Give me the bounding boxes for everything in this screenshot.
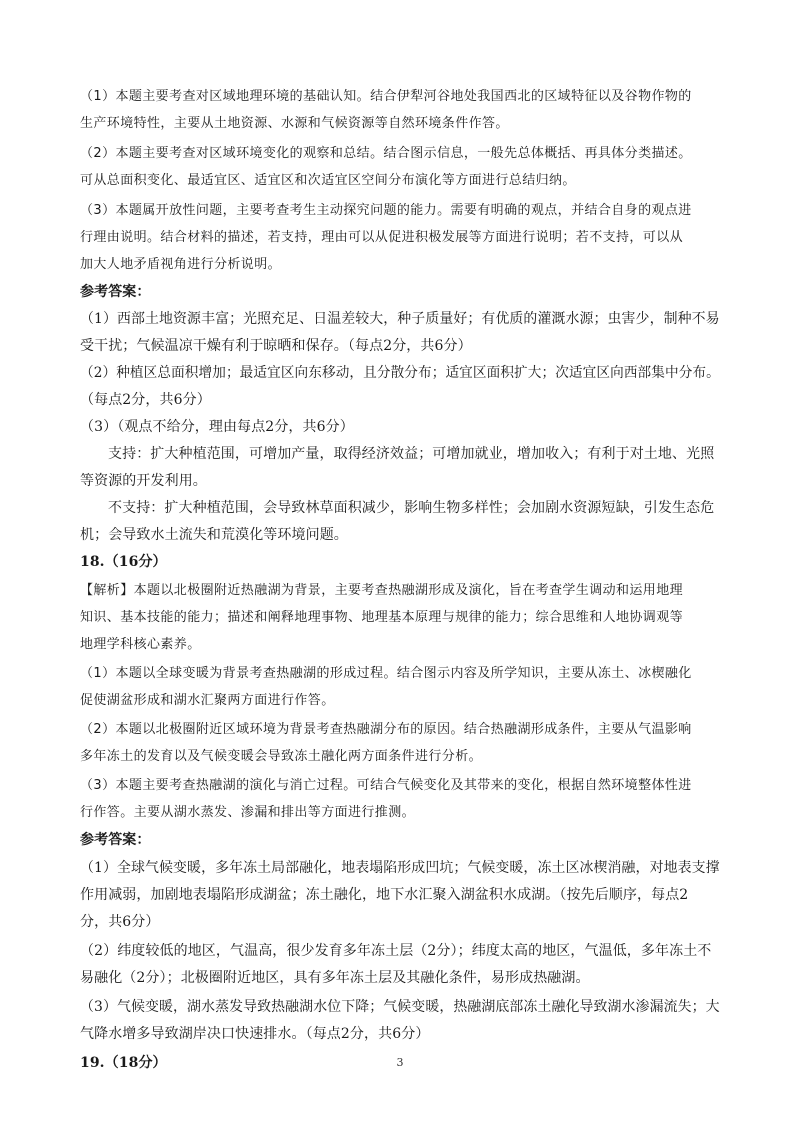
- text-line: 支持：扩大种植范围，可增加产量，取得经济效益；可增加就业，增加收入；有利于对土地、光照: [108, 446, 715, 462]
- text-line: 生产环境特性，主要从土地资源、水源和气候资源等自然环境条件作答。: [80, 116, 509, 131]
- text-line: 行作答。主要从湖水蒸发、渗漏和排出等方面进行推测。: [80, 805, 416, 820]
- text-line: （2）纬度较低的地区，气温高，很少发育多年冻土层（2分）；纬度太高的地区，气温低，多年冻土不: [80, 943, 712, 959]
- text-line: （3）（观点不给分，理由每点2分，共6分）: [80, 419, 354, 435]
- text-line: （2）本题以北极圈附近区域环境为背景考查热融湖分布的原因。结合热融湖形成条件，主要从气温影响: [80, 722, 692, 737]
- text-line: （每点2分，共6分）: [80, 392, 211, 408]
- text-line: 促使湖盆形成和湖水汇聚两方面进行作答。: [80, 693, 335, 708]
- text-line: 作用减弱，加剧地表塌陷形成湖盆；冻土融化，地下水汇聚入湖盆积水成湖。（按先后顺序，每点2: [80, 887, 689, 903]
- text-line: （2）种植区总面积增加；最适宜区向东移动，且分散分布；适宜区面积扩大；次适宜区向西部集中分布。: [80, 365, 720, 381]
- text-line: 不支持：扩大种植范围，会导致林草面积减少，影响生物多样性；会加剧水资源短缺，引发生态危: [108, 500, 715, 516]
- section-heading: 参考答案：: [80, 832, 151, 848]
- text-line: 行理由说明。结合材料的描述，若支持，理由可以从促进积极发展等方面进行说明；若不支持，可以从: [80, 230, 684, 245]
- text-line: 气降水增多导致湖岸决口快速排水。（每点2分，共6分）: [80, 1026, 430, 1042]
- section-heading: 19.（18分）: [80, 1055, 167, 1071]
- text-line: 易融化（2分）；北极圈附近地区，具有多年冻土层及其融化条件，易形成热融湖。: [80, 970, 590, 986]
- text-line: （1）本题以全球变暖为背景考查热融湖的形成过程。结合图示内容及所学知识，主要从冻土、冰楔融化: [80, 666, 692, 681]
- text-line: 地理学科核心素养。: [80, 637, 201, 652]
- text-line: （1）西部土地资源丰富；光照充足、日温差较大，种子质量好；有优质的灌溉水源；虫害少，制种不易: [80, 311, 720, 327]
- section-heading: 参考答案：: [80, 284, 151, 300]
- text-line: 多年冻土的发育以及气候变暖会导致冻土融化两方面条件进行分析。: [80, 749, 483, 764]
- text-line: 【解析】本题以北极圈附近热融湖为背景，主要考查热融湖形成及演化，旨在考查学生调动和运用地理: [80, 583, 684, 598]
- page-number: 3: [396, 1056, 404, 1069]
- section-heading: 18.（16分）: [80, 554, 167, 570]
- text-line: 知识、基本技能的能力；描述和阐释地理事物、地理基本原理与规律的能力；综合思维和人地协调观等: [80, 610, 684, 625]
- text-line: （1）本题主要考查对区域地理环境的基础认知。结合伊犁河谷地处我国西北的区域特征以及谷物作物的: [80, 89, 692, 104]
- text-line: 受干扰；气候温凉干燥有利于晾晒和保存。（每点2分，共6分）: [80, 338, 472, 354]
- text-line: 机；会导致水土流失和荒漠化等环境问题。: [80, 527, 348, 543]
- text-line: （3）本题属开放性问题，主要考查考生主动探究问题的能力。需要有明确的观点，并结合自身的观点进: [80, 203, 692, 218]
- text-line: （1）全球气候变暖，多年冻土局部融化，地表塌陷形成凹坑；气候变暖，冻土区冰楔消融，对地表支撑: [80, 860, 720, 876]
- text-line: 分，共6分）: [80, 914, 160, 930]
- text-line: （3）本题主要考查热融湖的演化与消亡过程。可结合气候变化及其带来的变化，根据自然环境整体性进: [80, 778, 692, 793]
- text-line: （2）本题主要考查对区域环境变化的观察和总结。结合图示信息，一般先总体概括、再具体分类描述。: [80, 146, 692, 161]
- text-line: 等资源的开发利用。: [80, 473, 207, 489]
- text-line: 可从总面积变化、最适宜区、适宜区和次适宜区空间分布演化等方面进行总结归纳。: [80, 173, 576, 188]
- text-line: 加大人地矛盾视角进行分析说明。: [80, 257, 282, 272]
- text-line: （3）气候变暖，湖水蒸发导致热融湖水位下降；气候变暖，热融湖底部冻土融化导致湖水渗漏流失；大: [80, 999, 720, 1015]
